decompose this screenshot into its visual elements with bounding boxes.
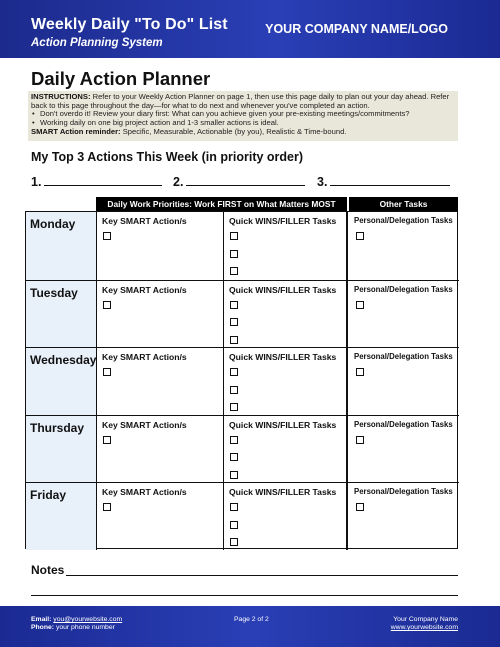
day-row-tuesday (26, 280, 459, 348)
table-body (25, 211, 458, 549)
cell-label: Personal/Delegation Tasks (354, 352, 453, 362)
phone-label: Phone: (31, 624, 55, 631)
cell-label: Quick WINS/FILLER Tasks (229, 419, 337, 430)
day-cell (26, 348, 97, 415)
footer-bar (0, 606, 500, 647)
instructions-bullets (31, 110, 455, 127)
email-link[interactable]: you@yourwebsite.com (53, 616, 123, 623)
notes-label: Notes (31, 563, 65, 577)
planner-table (25, 197, 458, 552)
task-checkbox[interactable] (103, 503, 111, 511)
task-checkbox[interactable] (230, 521, 238, 529)
email-label: Email: (31, 616, 52, 623)
cell-label: Personal/Delegation Tasks (354, 216, 453, 225)
day-label: Tuesday (30, 285, 78, 300)
key-actions-cell (97, 416, 224, 483)
notes-line[interactable] (66, 575, 458, 576)
day-cell (26, 212, 97, 280)
day-label: Monday (30, 217, 76, 231)
key-actions-cell (97, 212, 224, 280)
cell-label: Key SMART Action/s (102, 352, 187, 363)
cell-label: Personal/Delegation Tasks (354, 419, 453, 429)
instructions-label: INSTRUCTIONS: (31, 92, 91, 101)
footer-company (391, 616, 458, 632)
top3-item-2 (173, 174, 305, 189)
other-tasks-header: Other Tasks (349, 197, 458, 211)
task-checkbox[interactable] (230, 503, 238, 511)
task-checkbox[interactable] (230, 267, 238, 275)
page-number: Page 2 of 2 (234, 616, 269, 623)
quick-wins-cell (224, 416, 348, 483)
quick-wins-cell (224, 348, 348, 415)
task-checkbox[interactable] (230, 368, 238, 376)
footer-company-name: Your Company Name (393, 616, 458, 623)
quick-wins-cell (224, 483, 348, 550)
task-checkbox[interactable] (230, 436, 238, 444)
top3-number: 1. (31, 175, 42, 189)
task-checkbox[interactable] (230, 386, 238, 394)
cell-label: Quick WINS/FILLER Tasks (229, 284, 337, 295)
cell-label: Personal/Delegation Tasks (354, 487, 453, 497)
cell-label: Key SMART Action/s (102, 487, 187, 498)
day-row-friday (26, 482, 459, 550)
day-row-monday (26, 212, 459, 280)
top3-number: 3. (317, 175, 328, 189)
task-checkbox[interactable] (230, 403, 238, 411)
day-label: Thursday (30, 420, 85, 435)
task-checkbox[interactable] (230, 301, 238, 309)
cell-label: Quick WINS/FILLER Tasks (229, 352, 337, 363)
day-cell (26, 483, 97, 550)
task-checkbox[interactable] (356, 503, 364, 511)
task-checkbox[interactable] (356, 301, 364, 309)
day-cell (26, 281, 97, 348)
website-link[interactable]: www.yourwebsite.com (390, 624, 458, 631)
smart-text: Specific, Measurable, Actionable (by you), Realistic & Time-bound. (120, 126, 347, 136)
smart-label: SMART Action reminder: (31, 126, 121, 136)
cell-label: Key SMART Action/s (102, 216, 187, 226)
day-label: Friday (30, 488, 67, 503)
key-actions-cell (97, 348, 224, 415)
task-checkbox[interactable] (103, 368, 111, 376)
smart-reminder (31, 128, 455, 137)
personal-delegation-cell (350, 483, 459, 550)
company-logo-placeholder: YOUR COMPANY NAME/LOGO (265, 22, 448, 36)
top3-write-line[interactable] (330, 174, 450, 186)
instructions-bullet: • Working daily on one big project action and 1-3 smaller actions is ideal. (31, 119, 455, 128)
day-cell (26, 416, 97, 483)
task-checkbox[interactable] (356, 436, 364, 444)
header-bar (0, 0, 500, 58)
cell-label: Key SMART Action/s (102, 284, 187, 295)
footer-contact (31, 616, 122, 632)
notes-line[interactable] (31, 595, 458, 596)
task-checkbox[interactable] (230, 538, 238, 546)
top3-item-1 (31, 174, 162, 189)
top3-item-3 (317, 174, 450, 189)
task-checkbox[interactable] (103, 232, 111, 240)
instructions-box (28, 91, 458, 141)
task-checkbox[interactable] (230, 471, 238, 479)
page-title: Daily Action Planner (31, 68, 211, 89)
task-checkbox[interactable] (356, 368, 364, 376)
cell-label: Key SMART Action/s (102, 419, 187, 430)
quick-wins-cell (224, 281, 348, 348)
day-label: Wednesday (30, 353, 97, 368)
cell-label: Quick WINS/FILLER Tasks (229, 216, 337, 226)
personal-delegation-cell (350, 212, 459, 280)
instructions-bullet: • Don't overdo it! Review your diary first: What can you achieve given your pre-existing meetings/commitments? (31, 110, 455, 119)
personal-delegation-cell (350, 281, 459, 348)
key-actions-cell (97, 281, 224, 348)
top3-write-line[interactable] (44, 174, 162, 186)
task-checkbox[interactable] (356, 232, 364, 240)
task-checkbox[interactable] (230, 336, 238, 344)
task-checkbox[interactable] (230, 453, 238, 461)
task-checkbox[interactable] (103, 301, 111, 309)
cell-label: Quick WINS/FILLER Tasks (229, 487, 337, 498)
cell-label: Personal/Delegation Tasks (354, 284, 453, 294)
task-checkbox[interactable] (230, 250, 238, 258)
top3-write-line[interactable] (186, 174, 305, 186)
instructions-text: Refer to your Weekly Action Planner on page 1, then use this page daily to plan out your day ahead. Refer back to this page throughout the day—for what to do next and whenever you've completed an action. (31, 92, 450, 110)
instructions-paragraph (31, 93, 455, 110)
task-checkbox[interactable] (103, 436, 111, 444)
priorities-header: Daily Work Priorities: Work FIRST on What Matters MOST (96, 197, 347, 211)
quick-wins-cell (224, 212, 348, 280)
task-checkbox[interactable] (230, 318, 238, 326)
task-checkbox[interactable] (230, 232, 238, 240)
personal-delegation-cell (350, 348, 459, 415)
doc-subtitle: Action Planning System (31, 37, 163, 49)
top3-heading: My Top 3 Actions This Week (in priority order) (31, 150, 304, 164)
top3-number: 2. (173, 175, 184, 189)
personal-delegation-cell (350, 416, 459, 483)
phone-number: your phone number (55, 624, 115, 631)
day-row-wednesday (26, 347, 459, 415)
day-row-thursday (26, 415, 459, 483)
doc-title: Weekly Daily "To Do" List (31, 16, 228, 33)
key-actions-cell (97, 483, 224, 550)
